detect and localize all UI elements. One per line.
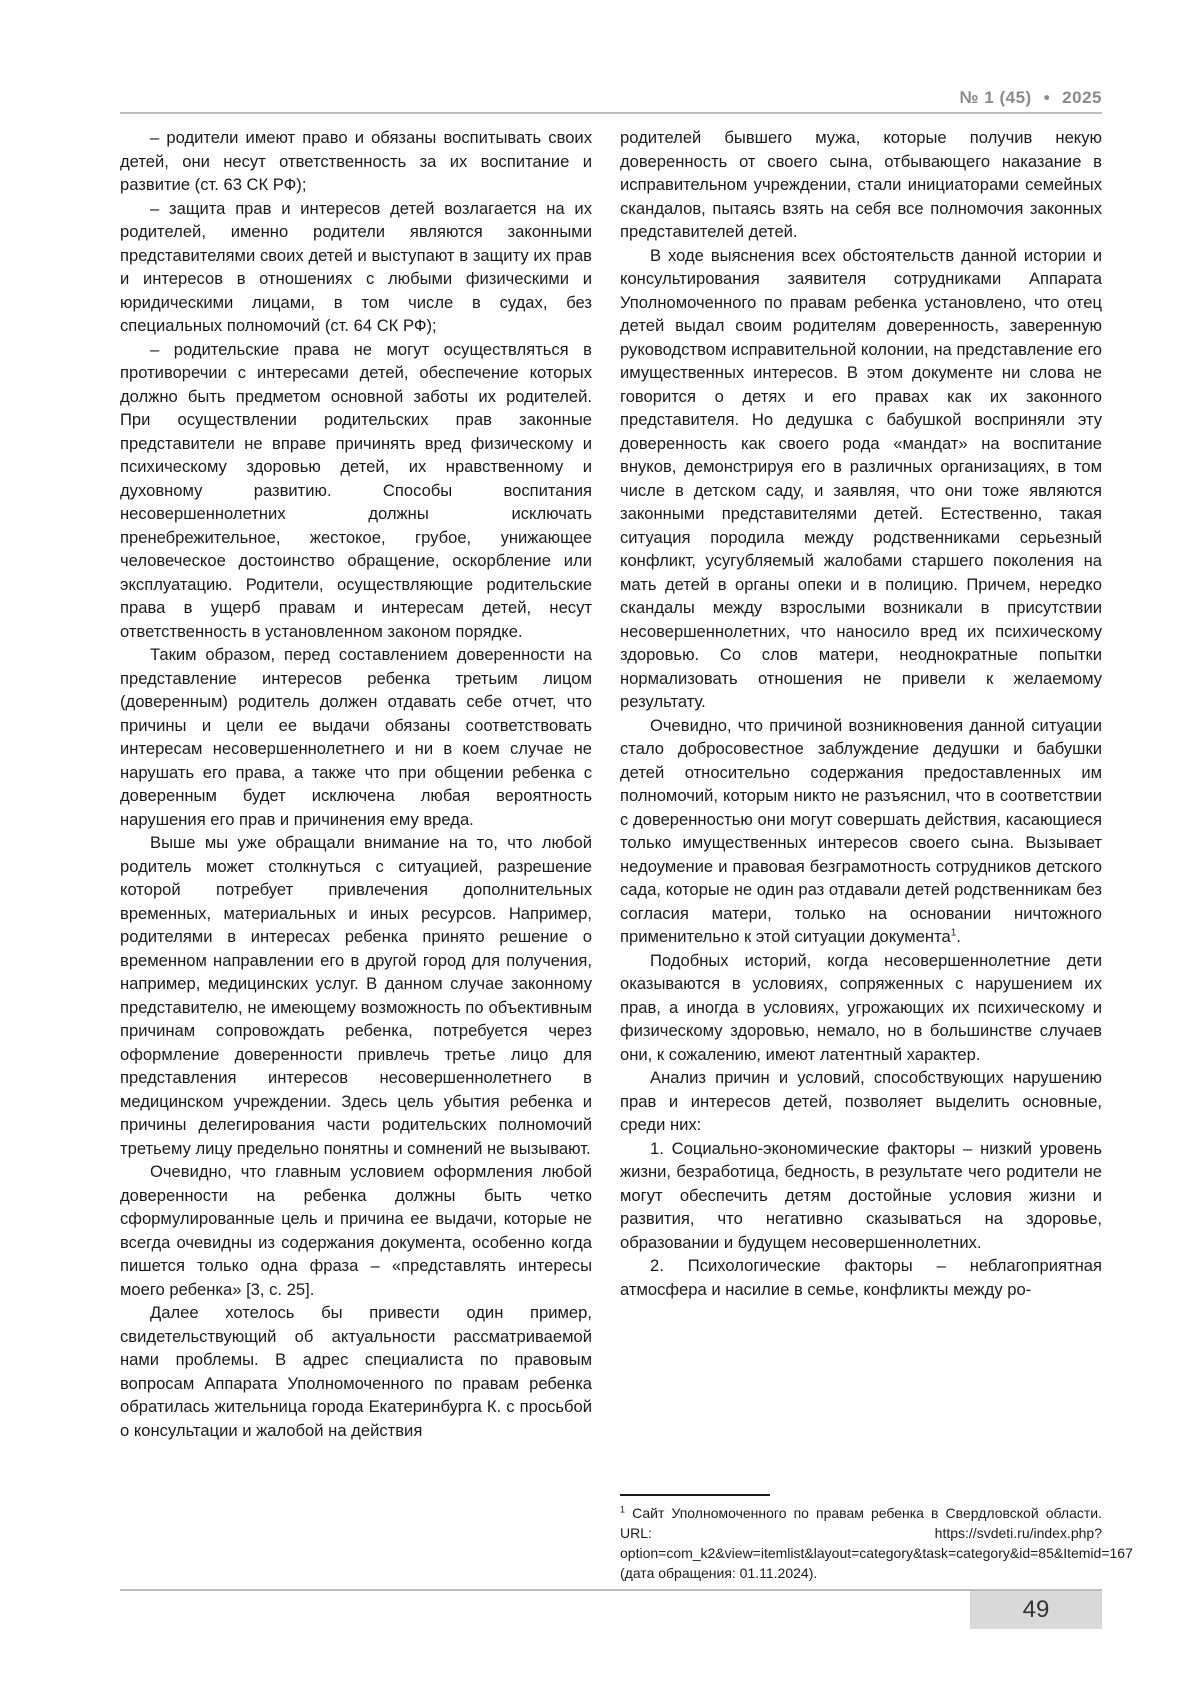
- paragraph-tail: .: [956, 927, 961, 946]
- issue-number: № 1 (45): [959, 88, 1032, 107]
- paragraph: 1. Социально-экономические факторы – низкий уровень жизни, безработица, бедность, в результате чего родители не могут обеспечить детям достойные условия жизни и развития, что негативно сказываться на здоровье, образовании и будущем несовершеннолетних.: [620, 1138, 1102, 1252]
- paragraph-text: Очевидно, что причиной возникновения данной ситуации стало добросовестное заблуждение дедушки и бабушки детей относительно содержания предоставленных им полномочий, которым никто не разъяснил, что в соответствии с доверенностью они могут совершать действия, касающиеся только имущественных интересов своего сына. Вызывает недоумение и правовая безграмотность сотрудников детского сада, которые не один раз отдавали детей родственникам без согласия матери, только на основании ничтожного применительно к этой ситуации документа: [620, 715, 1102, 946]
- paragraph: Подобных историй, когда несовершеннолетние дети оказываются в условиях, сопряженных с нарушением их прав, а иногда в условиях, угрожающих их психическому и физическому здоровью, немало, но в большинстве случаев они, к сожалению, имеют латентный характер.: [620, 950, 1102, 1064]
- paragraph: Очевидно, что главным условием оформления любой доверенности на ребенка должны быть четко сформулированные цель и причина ее выдачи, которые не всегда очевидны из содержания документа, особенно когда пишется только одна фраза – «представлять интересы моего ребенка» [3, с. 25].: [120, 1162, 592, 1299]
- paragraph: Анализ причин и условий, способствующих нарушению прав и интересов детей, позволяет выделить основные, среди них:: [620, 1068, 1102, 1134]
- paragraph: – защита прав и интересов детей возлагается на их родителей, именно родители являются законными представителями своих детей и выступают в защиту их прав и интересов в отношениях с любыми физическими и юридическими лицами, в том числе в судах, без специальных полномочий (ст. 64 СК РФ);: [120, 198, 592, 335]
- paragraph: родителей бывшего мужа, которые получив некую доверенность от своего сына, отбывающего наказание в исправительном учреждении, стали инициаторами семейных скандалов, пытаясь взять на себя все полномочия законных представителей детей.: [620, 128, 1102, 241]
- paragraph: – родительские права не могут осуществляться в противоречии с интересами детей, обеспечение которых должно быть предметом основной заботы их родителей. При осуществлении родительских прав законные представители не вправе причинять вред физическому и психическому здоровью детей, их нравственному и духовному развитию. Способы воспитания несовершеннолетних должны исключать пренебрежительное, жестокое, грубое, унижающее человеческое достоинство обращение, оскорбление или эксплуатацию. Родители, осуществляющие родительские права в ущерб правам и интересам детей, несут ответственность в установленном законом порядке.: [120, 339, 592, 641]
- top-rule: [120, 112, 1102, 114]
- paragraph: В ходе выяснения всех обстоятельств данной истории и консультирования заявителя сотрудниками Аппарата Уполномоченного по правам ребенка установлено, что отец детей выдал своим родителям доверенность, заверенную руководством исправительной колонии, на представление его имущественных интересов. В этом документе ни слова не говорится о детях и его правах как их законного представителя. Но дедушка с бабушкой восприняли эту доверенность как своего рода «мандат» на воспитание внуков, демонстрируя его в различных организациях, в том числе в детском саду, и заявляя, что они тоже являются законными представителями детей. Естественно, такая ситуация породила между родственниками серьезный конфликт, усугубляемый жалобами старшего поколения на мать детей в органы опеки и в полицию. Причем, нередко скандалы между взрослыми возникали в присутствии несовершеннолетних, что наносило вред их психическому здоровью. Со слов матери, неоднократные попытки нормализовать отношения не привели к желаемому результату.: [620, 245, 1102, 711]
- right-column: [620, 126, 1102, 1301]
- footnote: [620, 1503, 1133, 1583]
- footnote-reference: 1: [950, 927, 957, 939]
- issue-year: 2025: [1062, 88, 1102, 107]
- bottom-rule: [120, 1589, 1102, 1591]
- paragraph: Таким образом, перед составлением доверенности на представление интересов ребенка третьим лицом (доверенным) родитель должен отдавать себе отчет, что причины и цели ее выдачи обязаны соответствовать интересам несовершеннолетнего и ни в коем случае не нарушать его права, а также что при общении ребенка с доверенным будет исключена любая вероятность нарушения его прав и причинения ему вреда.: [120, 645, 592, 829]
- running-header: [960, 88, 1102, 108]
- paragraph: Далее хотелось бы привести один пример, свидетельствующий об актуальности рассматриваемой нами проблемы. В адрес специалиста по правовым вопросам Аппарата Уполномоченного по правам ребенка обратилась жительница города Екатеринбурга К. с просьбой о консультации и жалобой на действия: [120, 1303, 592, 1440]
- footnote-text: Сайт Уполномоченного по правам ребенка в Свердловской области. URL: https://svdeti.ru/index.php?option=com_k2&view=itemlist&layout=category&task=category&id=85&Itemid=167 (дата обращения: 01.11.2024).: [620, 1505, 1133, 1581]
- paragraph: 2. Психологические факторы – неблагоприятная атмосфера и насилие в семье, конфликты между ро-: [620, 1256, 1102, 1299]
- footnote-marker: 1: [620, 1504, 626, 1515]
- header-separator: •: [1043, 88, 1051, 107]
- paragraph: [620, 714, 1102, 949]
- page-number: 49: [970, 1591, 1102, 1629]
- paragraph: – родители имеют право и обязаны воспитывать своих детей, они несут ответственность за их воспитание и развитие (ст. 63 СК РФ);: [120, 128, 592, 194]
- paragraph: Выше мы уже обращали внимание на то, что любой родитель может столкнуться с ситуацией, разрешение которой потребует привлечения дополнительных временных, материальных и иных ресурсов. Например, родителями в интересах ребенка принято решение о временном направлении его в другой город для получения, например, медицинских услуг. В данном случае законному представителю, не имеющему возможность по объективным причинам сопровождать ребенка, потребуется через оформление доверенности привлечь третье лицо для представления интересов несовершеннолетнего в медицинском учреждении. Здесь цель убытия ребенка и причины делегирования части родительских полномочий третьему лицу предельно понятны и сомнений не вызывают.: [120, 833, 592, 1158]
- footnote-rule: [620, 1494, 770, 1496]
- left-column: [120, 126, 592, 1442]
